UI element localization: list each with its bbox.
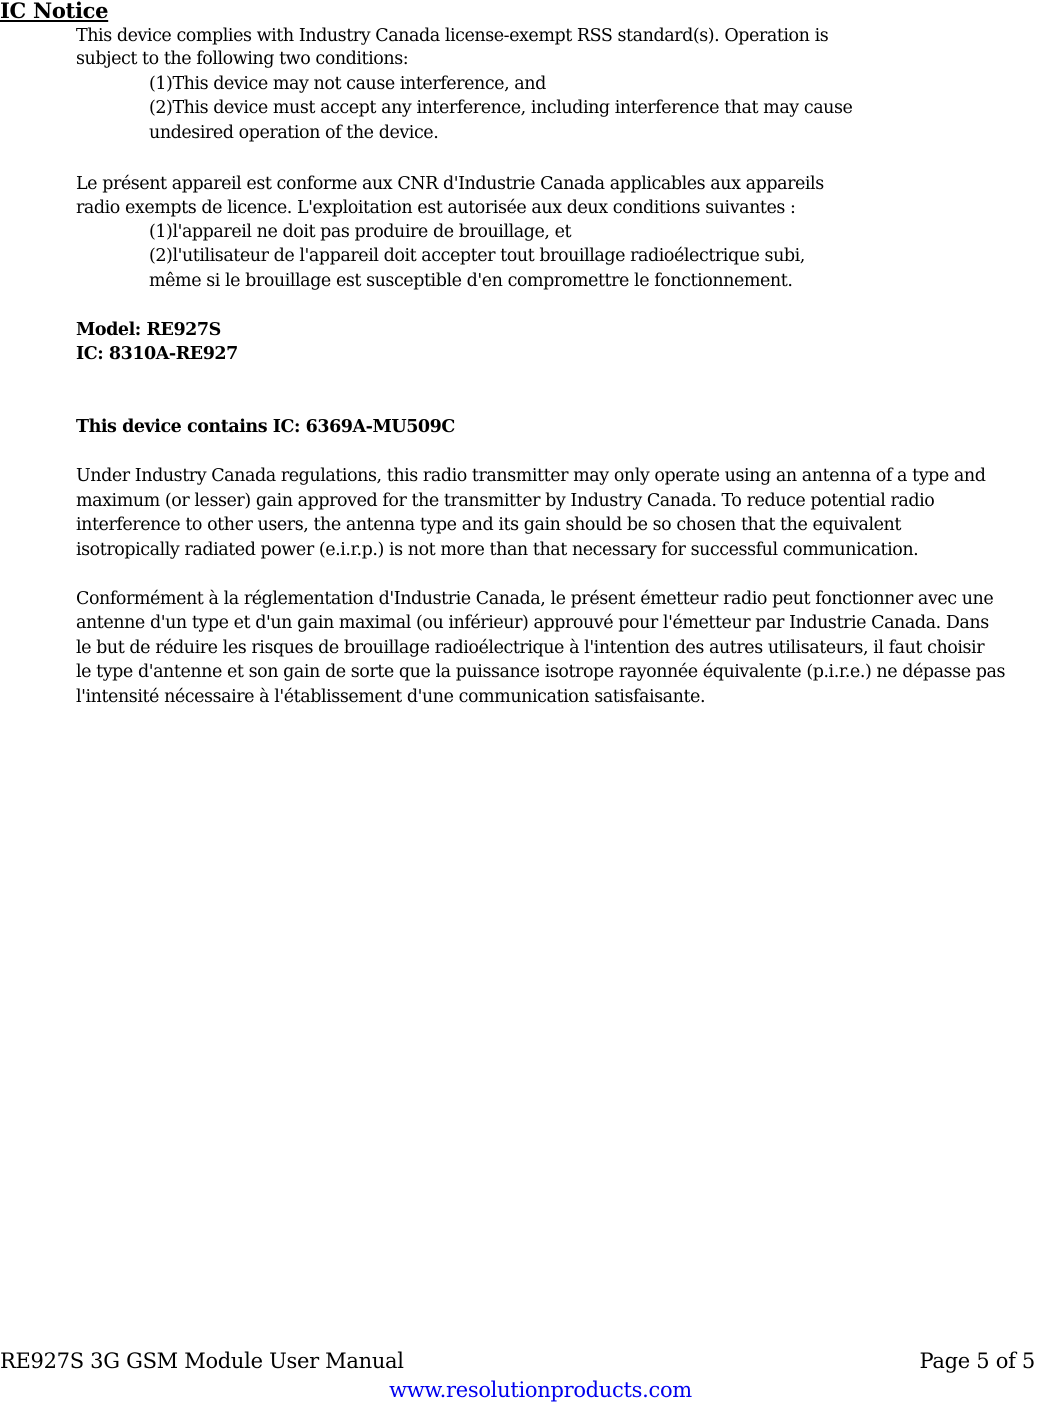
footer-website-link[interactable]: www.resolutionproducts.com [389,1378,692,1402]
antenna-english-line-4: isotropically radiated power (e.i.r.p.) is not more than that necessary for successful communication. [76,540,919,560]
french-notice-line-1: Le présent appareil est conforme aux CNR d'Industrie Canada applicables aux appareils [76,174,824,194]
footer-page-number: Page 5 of 5 [919,1349,1035,1373]
english-notice-line-1: This device complies with Industry Canada license-exempt RSS standard(s). Operation is [76,26,829,46]
contains-ic-statement: This device contains IC: 6369A-MU509C [76,417,455,437]
antenna-french-line-1: Conformément à la réglementation d'Industrie Canada, le présent émetteur radio peut fonctionner avec une [76,589,994,609]
ic-number: IC: 8310A-RE927 [76,344,238,364]
english-condition-2: (2)This device must accept any interference, including interference that may cause [149,98,853,118]
antenna-english-line-3: interference to other users, the antenna type and its gain should be so chosen that the equivalent [76,515,901,535]
antenna-french-line-5: l'intensité nécessaire à l'établissement d'une communication satisfaisante. [76,687,706,707]
french-condition-2-cont: même si le brouillage est susceptible d'en compromettre le fonctionnement. [149,271,793,291]
antenna-french-line-4: le type d'antenne et son gain de sorte que la puissance isotrope rayonnée équivalente (p.i.r.e.) ne dépasse pas [76,662,1006,682]
footer-manual-title: RE927S 3G GSM Module User Manual [0,1349,404,1373]
english-condition-1: (1)This device may not cause interference, and [149,74,546,94]
english-condition-2-cont: undesired operation of the device. [149,123,439,143]
english-notice-line-2: subject to the following two conditions: [76,49,409,69]
footer-website-row [0,1378,1037,1402]
antenna-french-line-2: antenne d'un type et d'un gain maximal (ou inférieur) approuvé pour l'émetteur par Industrie Canada. Dans [76,613,989,633]
model-number: Model: RE927S [76,320,221,340]
antenna-english-line-2: maximum (or lesser) gain approved for the transmitter by Industry Canada. To reduce potential radio [76,491,935,511]
section-title: IC Notice [0,0,109,23]
french-notice-line-2: radio exempts de licence. L'exploitation est autorisée aux deux conditions suivantes : [76,198,796,218]
antenna-english-line-1: Under Industry Canada regulations, this radio transmitter may only operate using an antenna of a type and [76,466,986,486]
french-condition-1: (1)l'appareil ne doit pas produire de brouillage, et [149,222,572,242]
antenna-french-line-3: le but de réduire les risques de brouillage radioélectrique à l'intention des autres utilisateurs, il faut choisir [76,638,985,658]
french-condition-2: (2)l'utilisateur de l'appareil doit accepter tout brouillage radioélectrique subi, [149,246,805,266]
